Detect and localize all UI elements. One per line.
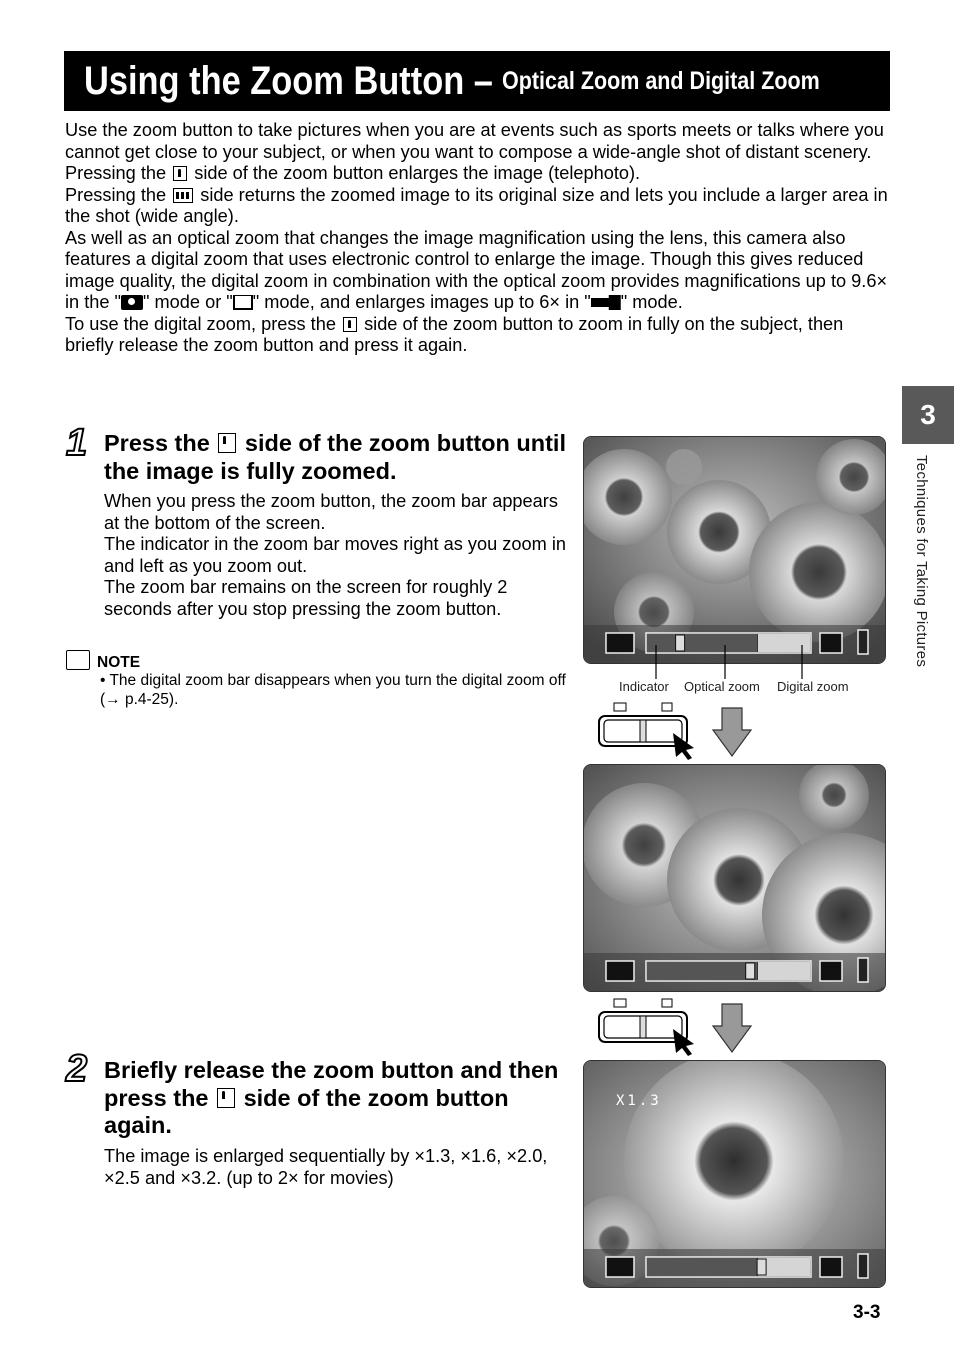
text: Press the (104, 430, 210, 456)
step1-paragraph: The zoom bar remains on the screen for roughly 2 seconds after you stop pressing the zoom button. (104, 577, 508, 619)
telephoto-icon (218, 433, 236, 453)
intro-text (65, 120, 895, 357)
zoom-magnification-readout: X1.3 (616, 1093, 662, 1109)
page-subtitle: Optical Zoom and Digital Zoom (501, 66, 820, 95)
wide-angle-icon (173, 188, 193, 203)
zoom-button-diagram (596, 700, 766, 760)
step2-body: The image is enlarged sequentially by ×1.3, ×1.6, ×2.0, ×2.5 and ×3.2. (up to 2× for movies) (104, 1146, 548, 1188)
telephoto-icon (343, 317, 357, 332)
flower-photo (584, 765, 886, 992)
telephoto-icon (173, 166, 187, 181)
zoom-bar (606, 1254, 868, 1278)
note-text: • The digital zoom bar disappears when you turn the digital zoom off (→ p.4-25). (100, 672, 566, 708)
camera-screen-wide (583, 436, 886, 664)
text: " mode. (620, 292, 683, 312)
zoom-button-diagram (596, 996, 766, 1056)
note-icon (66, 650, 90, 670)
text: " mode or " (143, 292, 233, 312)
flower-photo (584, 437, 886, 664)
text: side of the zoom button again. (104, 1084, 509, 1138)
text: side of the zoom button enlarges the image (telephoto). (194, 163, 641, 183)
text: Pressing the (65, 163, 167, 183)
telephoto-icon (217, 1088, 235, 1108)
text: Pressing the (65, 184, 167, 205)
step1-paragraph: When you press the zoom button, the zoom bar appears at the bottom of the screen. (104, 491, 558, 533)
page-header (64, 51, 890, 111)
intro-paragraph (65, 228, 895, 314)
callout-lines (610, 645, 870, 681)
continuous-mode-icon (233, 295, 253, 310)
intro-paragraph (65, 314, 895, 357)
step1-paragraph: The indicator in the zoom bar moves right as you zoom in and left as you zoom out. (104, 534, 566, 576)
step1-body (104, 491, 574, 620)
text: side of the zoom button to zoom in fully on the subject, then briefly release the zoom button and press it again. (65, 313, 844, 355)
movie-mode-icon (591, 295, 621, 310)
digital-zoom-callout: Digital zoom (777, 679, 849, 694)
note-label: NOTE (97, 654, 141, 671)
text: side returns the zoomed image to its original size and lets you include a larger area in the shot (wide angle). (65, 184, 888, 226)
intro-paragraph: Use the zoom button to take pictures when you are at events such as sports meets or talks where you cannot get close to your subject, or when you want to compose a wide-angle shot of distant scenery. (65, 120, 884, 162)
camera-mode-icon (121, 295, 143, 310)
page-title: Using the Zoom Button – (84, 58, 493, 103)
camera-screen-tele (583, 764, 886, 992)
text: Briefly release the zoom button and then press the (104, 1057, 559, 1111)
chapter-side-label: Techniques for Taking Pictures (913, 455, 930, 668)
page-number: 3-3 (853, 1302, 881, 1323)
indicator-callout: Indicator (619, 679, 669, 694)
step1-title (104, 430, 574, 485)
text: As well as an optical zoom that changes the image magnification using the lens, this camera also features a digital zoom that uses electronic control to enlarge the image. Though this gives reduced image quality, the digital zoom in combination with the optical zoom provides magnifications up to 9.6× in the " (65, 227, 888, 312)
optical-zoom-callout: Optical zoom (684, 679, 760, 694)
step-number: 1 (66, 422, 88, 464)
step-number: 2 (66, 1048, 88, 1090)
text: " mode, and enlarges images up to 6× in " (252, 292, 591, 312)
text: To use the digital zoom, press the (65, 313, 336, 334)
intro-paragraph (65, 163, 895, 185)
text: side of the zoom button until the image is fully zoomed. (104, 430, 566, 484)
intro-paragraph (65, 185, 895, 228)
chapter-tab: 3 (902, 386, 954, 444)
step2-title (104, 1057, 574, 1140)
zoom-bar (606, 958, 868, 982)
